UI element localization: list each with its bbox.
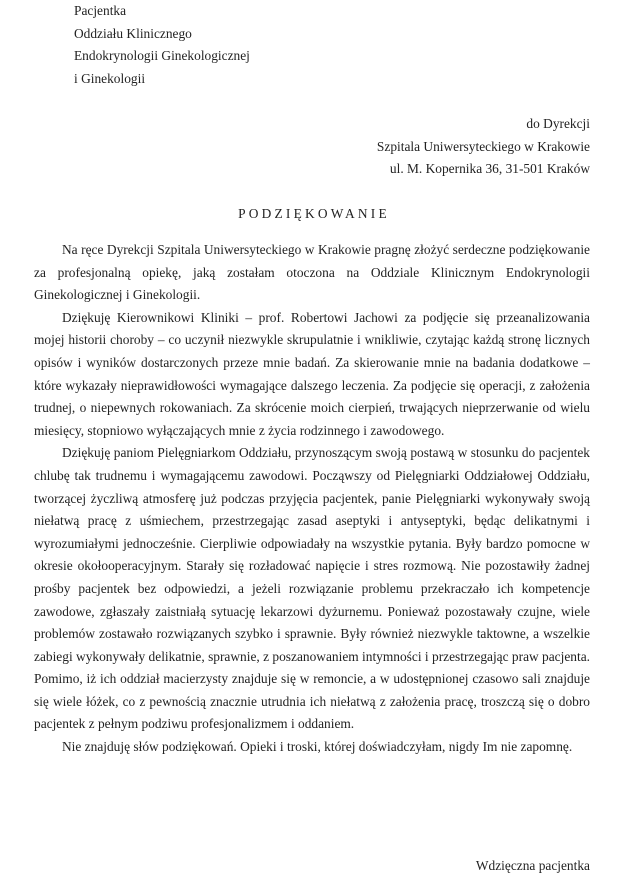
recipient-line: Szpitala Uniwersyteckiego w Krakowie: [376, 138, 590, 154]
body-paragraph: Dziękuję Kierownikowi Kliniki – prof. Robertowi Jachowi za podjęcie się przeanalizowania mojej historii choroby – co uczynił niezwykle skrupulatnie i wnikliwie, czytając każdą stronę licznych opisów i wyników dostarczonych przeze mnie badań. Za skierowanie mnie na badania dodatkowe – które wykazały nieprawidłowości wymagające dalszego leczenia. Za podjęcie się operacji, z założenia trudnej, o niepewnych rokowaniach. Za skrócenie moich cierpień, trwających nieprzerwanie od wielu miesięcy, stopniowo wyłączających mnie z życia rodzinnego i zawodowego.: [34, 309, 590, 438]
letter-title: PODZIĘKOWANIE: [238, 206, 390, 221]
body-paragraph: Dziękuję paniom Pielęgniarkom Oddziału, przynoszącym swoją postawą w stosunku do pacjentek chlubę tak trudnemu i wymagającemu zawodowi. Począwszy od Pielęgniarki Oddziałowej Oddziału, tworzącej życzliwą atmosferę już podczas przyjęcia pacjentek, panie Pielęgniarki wykonywały swoją niełatwą pracę z uśmiechem, przestrzegając zasad aseptyki i antyseptyki, będąc delikatnymi i wyrozumiałymi jednocześnie. Cierpliwie odpowiadały na wszystkie pytania. Były bardzo pomocne w okresie okołooperacyjnym. Starały się rozładować napięcie i stres rozmową. Nie pozostawiły żadnej prośby pacjentek bez odpowiedzi, a jeżeli rozwiązanie problemu przekraczało ich kompetencje zawodowe, zgłaszały zaistniałą sytuację lekarzowi dyżurnemu. Ponieważ pozostawały czujne, wiele problemów zostawało rozwiązanych szybko i sprawnie. Były również niezwykle taktowne, a wszelkie zabiegi wykonywały delikatnie, sprawnie, z poszanowaniem intymności i przestrzegając praw pacjenta. Pomimo, iż ich oddział macierzysty znajduje się w remoncie, a w udostępnionej czasowo sali znajduje się wiele łóżek, co z pewnością znacznie utrudnia ich niełatwą z założenia pracę, troszczą się o dobro pacjentek z pełnym podziwu profesjonalizmem i oddaniem.: [34, 445, 590, 732]
recipient-address: [377, 113, 590, 181]
letter-body: [34, 239, 590, 759]
sender-line: Endokrynologii Ginekologicznej: [74, 48, 250, 63]
sender-address: [74, 0, 250, 90]
body-paragraph: Na ręce Dyrekcji Szpitala Uniwersyteckiego w Krakowie pragnę złożyć serdeczne podziękowanie za profesjonalną opiekę, jaką zostałam otoczona na Oddziale Klinicznym Endokrynologii Ginekologicznej i Ginekologii.: [34, 242, 590, 303]
sender-line: Oddziału Klinicznego: [74, 25, 192, 41]
recipient-line: ul. M. Kopernika 36, 31-501 Kraków: [389, 161, 590, 176]
sender-line: i Ginekologii: [74, 70, 146, 86]
signature: Wdzięczna pacjentka: [475, 858, 590, 873]
recipient-line: do Dyrekcji: [526, 116, 590, 131]
sender-line: Pacjentka: [74, 3, 127, 18]
body-paragraph: Nie znajduję słów podziękowań. Opieki i troski, której doświadczyłam, nigdy Im nie zapomnę.: [62, 739, 573, 755]
